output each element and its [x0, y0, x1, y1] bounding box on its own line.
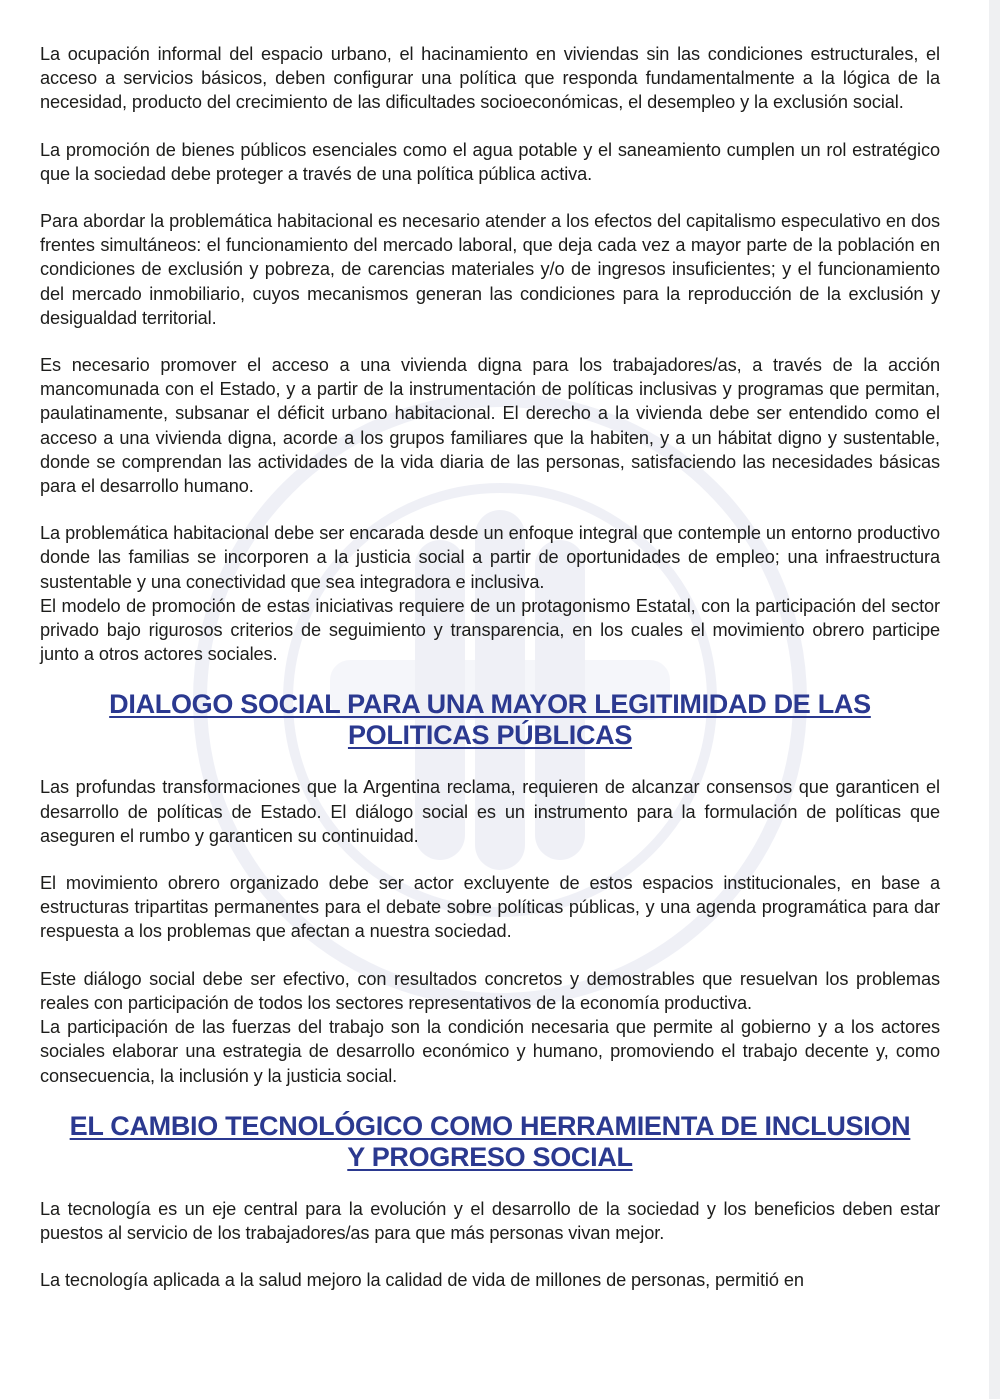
document-content: [40, 42, 940, 1315]
scrollbar-track[interactable]: [989, 0, 1000, 1399]
body-paragraph: Es necesario promover el acceso a una vivienda digna para los trabajadores/as, a través de la acción mancomunada con el Estado, y a partir de la instrumentación de políticas inclusivas y programas que permitan, paulatinamente, subsanar el déficit urbano habitacional. El derecho a la vivienda debe ser entendido como el acceso a una vivienda digna, acorde a los grupos familiares que la habiten, y a un hábitat digno y sustentable, donde se comprendan las actividades de la vida diaria de las personas, satisfaciendo las necesidades básicas para el desarrollo humano.: [40, 355, 940, 497]
body-paragraph: La tecnología es un eje central para la evolución y el desarrollo de la sociedad y los beneficios deben estar puestos al servicio de los trabajadores/as para que más personas vivan mejor.: [40, 1198, 940, 1243]
section-heading: [40, 689, 940, 751]
body-paragraph: El movimiento obrero organizado debe ser actor excluyente de estos espacios institucionales, en base a estructuras tripartitas permanentes para el debate sobre políticas públicas, y una agenda programática para dar respuesta a los problemas que afectan a nuestra sociedad.: [40, 873, 940, 942]
section-heading-line: DIALOGO SOCIAL PARA UNA MAYOR LEGITIMIDAD DE LAS: [109, 689, 871, 720]
section-heading-line: EL CAMBIO TECNOLÓGICO COMO HERRAMIENTA DE INCLUSION: [69, 1110, 911, 1141]
body-paragraph: Para abordar la problemática habitacional es necesario atender a los efectos del capitalismo especulativo en dos frentes simultáneos: el funcionamiento del mercado laboral, que deja cada vez a mayor parte de la población en condiciones de exclusión y pobreza, de carencias materiales y/o de ingresos insuficientes; y el funcionamiento del mercado inmobiliario, cuyos mecanismos generan las condiciones para la reproducción de la exclusión y desigualdad territorial.: [40, 211, 940, 328]
body-paragraph: La ocupación informal del espacio urbano, el hacinamiento en viviendas sin las condiciones estructurales, el acceso a servicios básicos, deben configurar una política que responda fundamentalmente a la lógica de la necesidad, producto del crecimiento de las dificultades socioeconómicas, el desempleo y la exclusión social.: [40, 44, 940, 113]
body-paragraph: La promoción de bienes públicos esenciales como el agua potable y el saneamiento cumplen un rol estratégico que la sociedad debe proteger a través de una política pública activa.: [40, 139, 940, 184]
body-paragraph: Las profundas transformaciones que la Argentina reclama, requieren de alcanzar consensos que garanticen el desarrollo de políticas de Estado. El diálogo social es un instrumento para la formulación de políticas que aseguren el rumbo y garanticen su continuidad.: [40, 777, 940, 846]
section-heading-line: POLITICAS PÚBLICAS: [347, 720, 633, 751]
body-paragraph: Este diálogo social debe ser efectivo, con resultados concretos y demostrables que resuelvan los problemas reales con participación de todos los sectores representativos de la economía productiva.: [40, 968, 940, 1013]
section-heading-line: Y PROGRESO SOCIAL: [347, 1141, 633, 1172]
body-paragraph: La problemática habitacional debe ser encarada desde un enfoque integral que contemple un entorno productivo donde las familias se incorporen a la justicia social a partir de oportunidades de empleo; una infraestructura sustentable y una conectividad que sea integradora e inclusiva.: [40, 523, 940, 592]
body-paragraph: El modelo de promoción de estas iniciativas requiere de un protagonismo Estatal, con la participación del sector privado bajo rigurosos criterios de seguimiento y transparencia, en los cuales el movimiento obrero participe junto a otros actores sociales.: [40, 595, 940, 665]
body-paragraph: La participación de las fuerzas del trabajo son la condición necesaria que permite al gobierno y a los actores sociales elaborar una estrategia de desarrollo económico y humano, promoviendo el trabajo decente y, como consecuencia, la inclusión y la justicia social.: [40, 1017, 940, 1086]
body-paragraph: La tecnología aplicada a la salud mejoro la calidad de vida de millones de personas, permitió en: [40, 1270, 804, 1291]
section-heading: [40, 1111, 940, 1173]
